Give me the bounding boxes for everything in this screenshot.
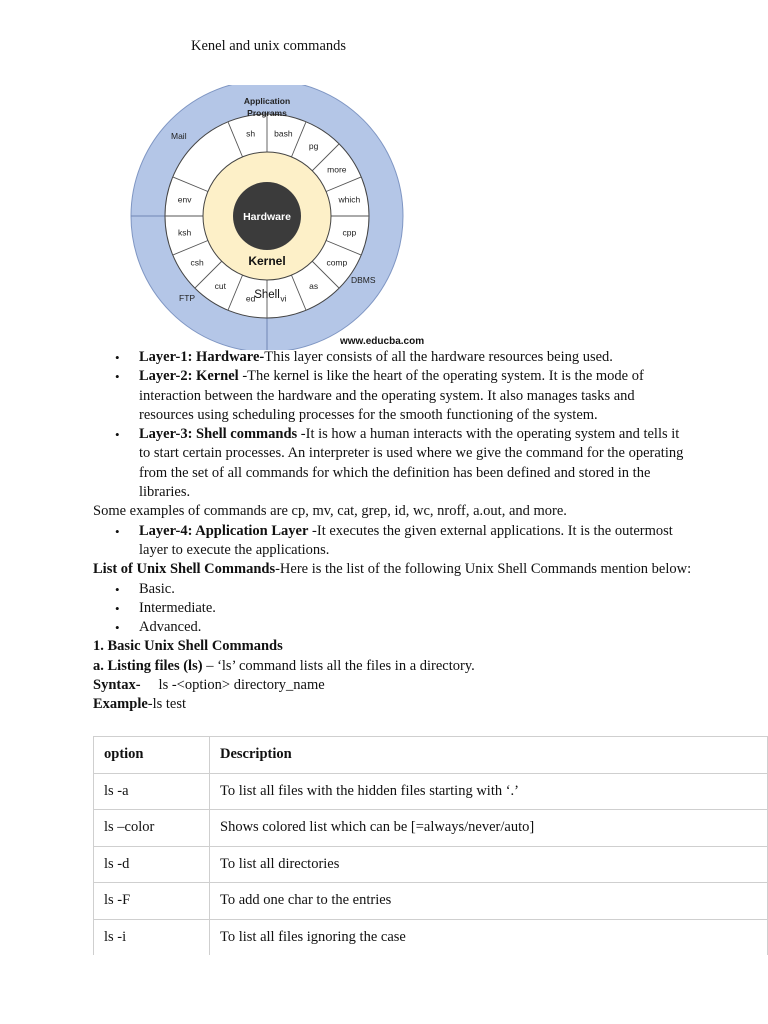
- list-item: • Advanced.: [139, 618, 693, 637]
- unix-architecture-diagram: [128, 85, 450, 350]
- command-label: as: [309, 280, 319, 291]
- syntax-line: Syntax- ls -<option> directory_name: [93, 677, 325, 694]
- main-content: [93, 348, 693, 715]
- description-cell: To add one char to the entries: [210, 883, 768, 920]
- section-heading: 1. Basic Unix Shell Commands: [93, 638, 283, 655]
- educba-watermark: www.educba.com: [340, 336, 425, 347]
- table-row: [94, 883, 768, 920]
- command-label: which: [338, 194, 361, 205]
- description-cell: To list all files ignoring the case: [210, 919, 768, 955]
- listing-files-line: a. Listing files (ls) – ‘ls’ command lists all the files in a directory.: [93, 657, 475, 674]
- list-item: • Layer-3: Shell commands -It is how a human interacts with the operating system and tells it to start certain processes. An interpreter is used where we give the command for the operating from the set of all commands for which the definition has been defined and stored in the libraries.: [139, 425, 693, 502]
- ls-options-table: [93, 736, 768, 955]
- layer-list: [93, 348, 693, 502]
- list-item: • Layer-1: Hardware-This layer consists of all the hardware resources being used.: [139, 348, 693, 367]
- option-cell: ls -a: [94, 773, 210, 810]
- option-cell: ls -i: [94, 919, 210, 955]
- table-header-description: Description: [210, 737, 768, 774]
- option-cell: ls -d: [94, 846, 210, 883]
- app-programs-label-2: Programs: [247, 108, 287, 118]
- command-label: ksh: [177, 227, 192, 238]
- examples-line: Some examples of commands are cp, mv, cat, grep, id, wc, nroff, a.out, and more.: [93, 503, 567, 520]
- description-cell: To list all directories: [210, 846, 768, 883]
- table-row: [94, 773, 768, 810]
- command-label: cpp: [342, 227, 357, 238]
- table-row: [94, 810, 768, 847]
- description-cell: Shows colored list which can be [=always/never/auto]: [210, 810, 768, 847]
- hardware-label: Hardware: [243, 211, 291, 223]
- dbms-label: DBMS: [351, 275, 376, 285]
- list-item: • Layer-4: Application Layer -It executes the given external applications. It is the outermost layer to execute the applications.: [139, 522, 693, 561]
- mail-label: Mail: [171, 131, 187, 141]
- kernel-label: Kernel: [248, 254, 286, 268]
- ftp-label: FTP: [179, 293, 196, 303]
- table-row: [94, 846, 768, 883]
- layer4-list: [93, 522, 693, 561]
- table-header-option: option: [94, 737, 210, 774]
- command-label: bash: [274, 128, 293, 139]
- option-cell: ls -F: [94, 883, 210, 920]
- command-label: csh: [190, 257, 204, 268]
- description-cell: To list all files with the hidden files starting with ‘.’: [210, 773, 768, 810]
- levels-list: [93, 580, 693, 638]
- app-programs-label-1: Application: [243, 96, 291, 106]
- table-row: [94, 919, 768, 955]
- list-item: • Basic.: [139, 580, 693, 599]
- command-label: env: [177, 194, 192, 205]
- command-label: sh: [246, 128, 256, 139]
- page-title: Kenel and unix commands: [191, 38, 347, 54]
- option-cell: ls –color: [94, 810, 210, 847]
- command-label: cut: [214, 280, 227, 291]
- list-item: • Layer-2: Kernel -The kernel is like the heart of the operating system. It is the mode of interaction between the hardware and the operating system. It also manages tasks and resources using scheduling processes for the smooth functioning of the system.: [139, 367, 693, 425]
- example-line: Example-ls test: [93, 696, 187, 713]
- list-item: • Intermediate.: [139, 599, 693, 618]
- command-label: vi: [280, 293, 287, 304]
- command-label: more: [327, 164, 347, 175]
- table-header-row: [94, 737, 768, 774]
- command-label: comp: [326, 257, 348, 268]
- list-heading: List of Unix Shell Commands-Here is the list of the following Unix Shell Commands mention below:: [93, 561, 692, 578]
- command-label: pg: [308, 141, 319, 152]
- command-label: ed: [245, 293, 256, 304]
- shell-label: Shell: [254, 289, 280, 301]
